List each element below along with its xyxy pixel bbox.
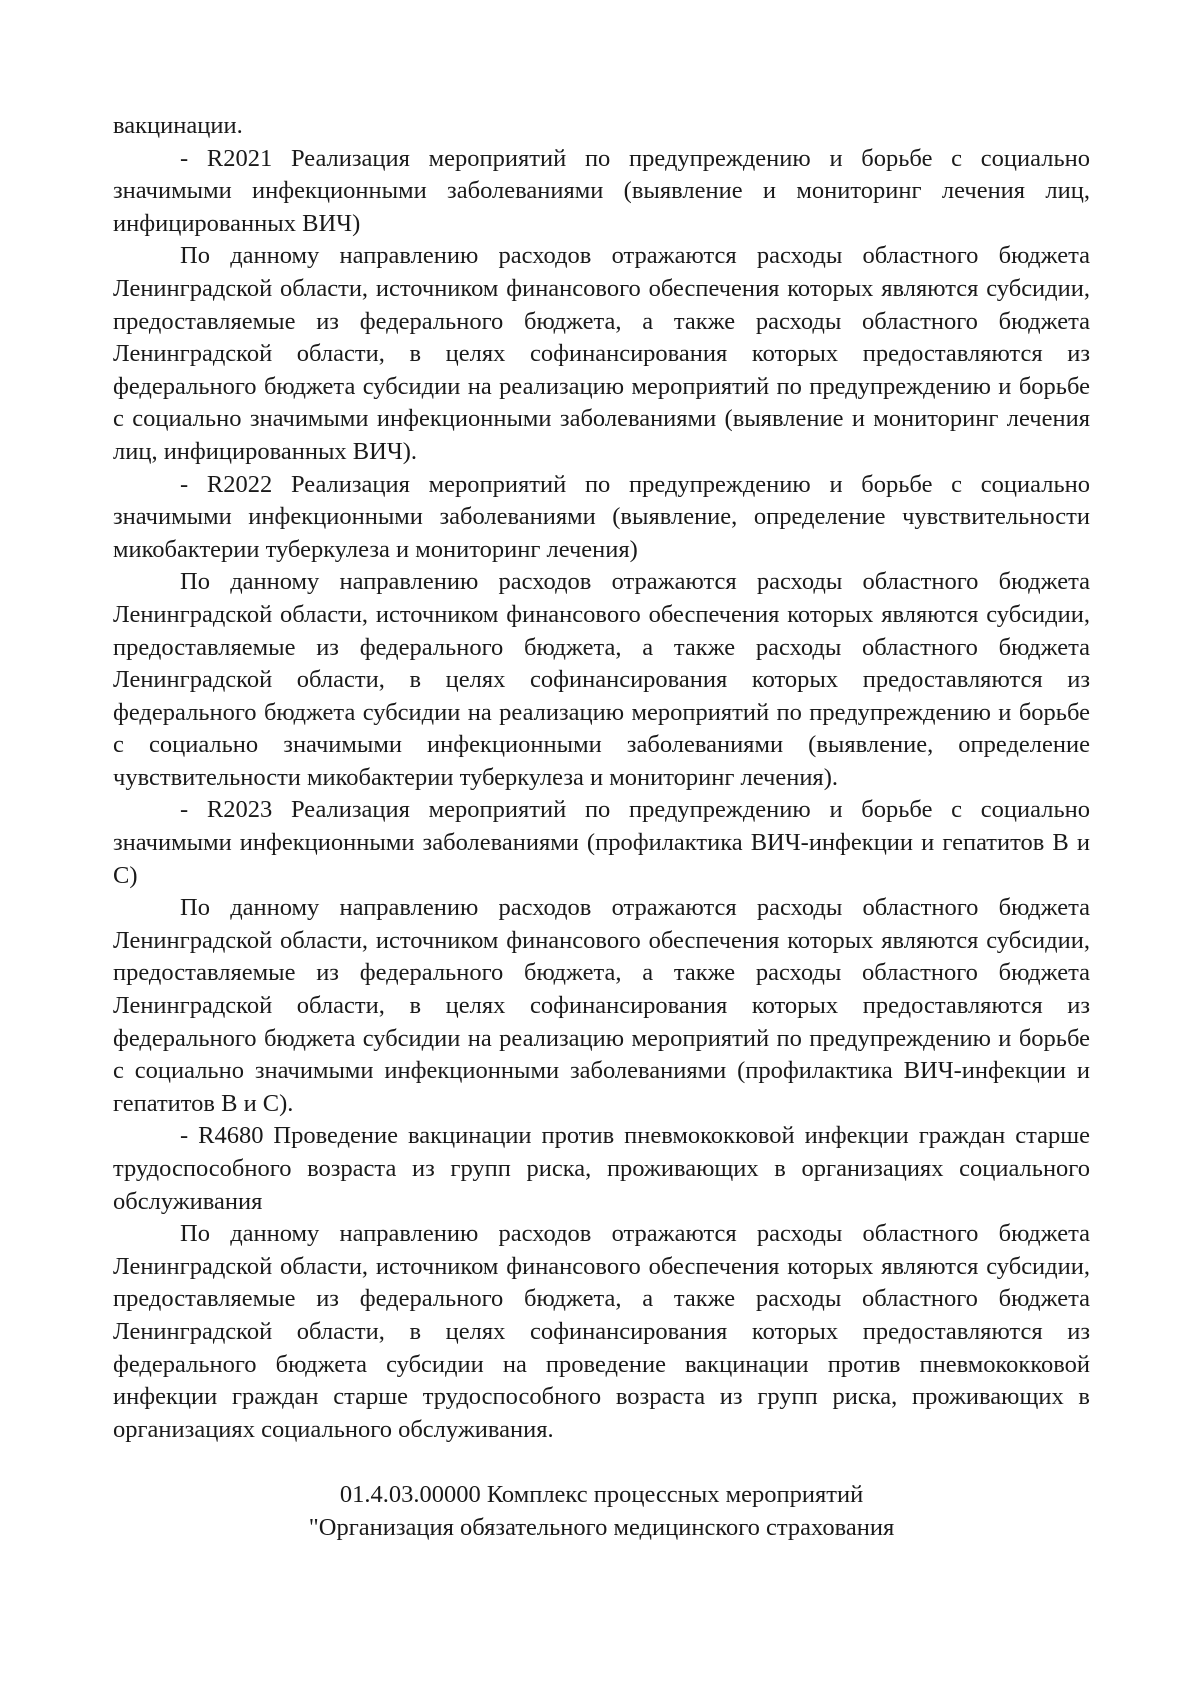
document-body [113,110,1090,1544]
code-item-r2023: - R2023 Реализация мероприятий по предупреждению и борьбе с социально значимыми инфекционными заболеваниями (профилактика ВИЧ-инфекции и гепатитов В и С) [113,796,1090,889]
paragraph-r2021-description: По данному направлению расходов отражаются расходы областного бюджета Ленинградской области, источником финансового обеспечения которых являются субсидии, предоставляемые из федерального бюджета, а также расходы областного бюджета Ленинградской области, в целях софинансирования которых предоставляются из федерального бюджета субсидии на реализацию мероприятий по предупреждению и борьбе с социально значимыми инфекционными заболеваниями (выявление и мониторинг лечения лиц, инфицированных ВИЧ). [113,242,1090,465]
code-item-r4680: - R4680 Проведение вакцинации против пневмококковой инфекции граждан старше трудоспособного возраста из групп риска, проживающих в организациях социального обслуживания [113,1122,1090,1215]
section-heading [113,1479,1090,1544]
paragraph-r2022-description: По данному направлению расходов отражаются расходы областного бюджета Ленинградской области, источником финансового обеспечения которых являются субсидии, предоставляемые из федерального бюджета, а также расходы областного бюджета Ленинградской области, в целях софинансирования которых предоставляются из федерального бюджета субсидии на реализацию мероприятий по предупреждению и борьбе с социально значимыми инфекционными заболеваниями (выявление, определение чувствительности микобактерии туберкулеза и мониторинг лечения). [113,568,1090,791]
section-heading-line-2: "Организация обязательного медицинского страхования [308,1513,895,1541]
paragraph-r4680-description: По данному направлению расходов отражаются расходы областного бюджета Ленинградской области, источником финансового обеспечения которых являются субсидии, предоставляемые из федерального бюджета, а также расходы областного бюджета Ленинградской области, в целях софинансирования которых предоставляются из федерального бюджета субсидии на проведение вакцинации против пневмококковой инфекции граждан старше трудоспособного возраста из групп риска, проживающих в организациях социального обслуживания. [113,1220,1090,1443]
paragraph-continuation: вакцинации. [113,112,243,139]
section-heading-line-1: 01.4.03.00000 Комплекс процессных мероприятий [339,1480,864,1508]
code-item-r2022: - R2022 Реализация мероприятий по предупреждению и борьбе с социально значимыми инфекционными заболеваниями (выявление, определение чувствительности микобактерии туберкулеза и мониторинг лечения) [113,470,1090,563]
paragraph-r2023-description: По данному направлению расходов отражаются расходы областного бюджета Ленинградской области, источником финансового обеспечения которых являются субсидии, предоставляемые из федерального бюджета, а также расходы областного бюджета Ленинградской области, в целях софинансирования которых предоставляются из федерального бюджета субсидии на реализацию мероприятий по предупреждению и борьбе с социально значимыми инфекционными заболеваниями (профилактика ВИЧ-инфекции и гепатитов В и С). [113,894,1090,1117]
code-item-r2021: - R2021 Реализация мероприятий по предупреждению и борьбе с социально значимыми инфекционными заболеваниями (выявление и мониторинг лечения лиц, инфицированных ВИЧ) [113,144,1090,237]
